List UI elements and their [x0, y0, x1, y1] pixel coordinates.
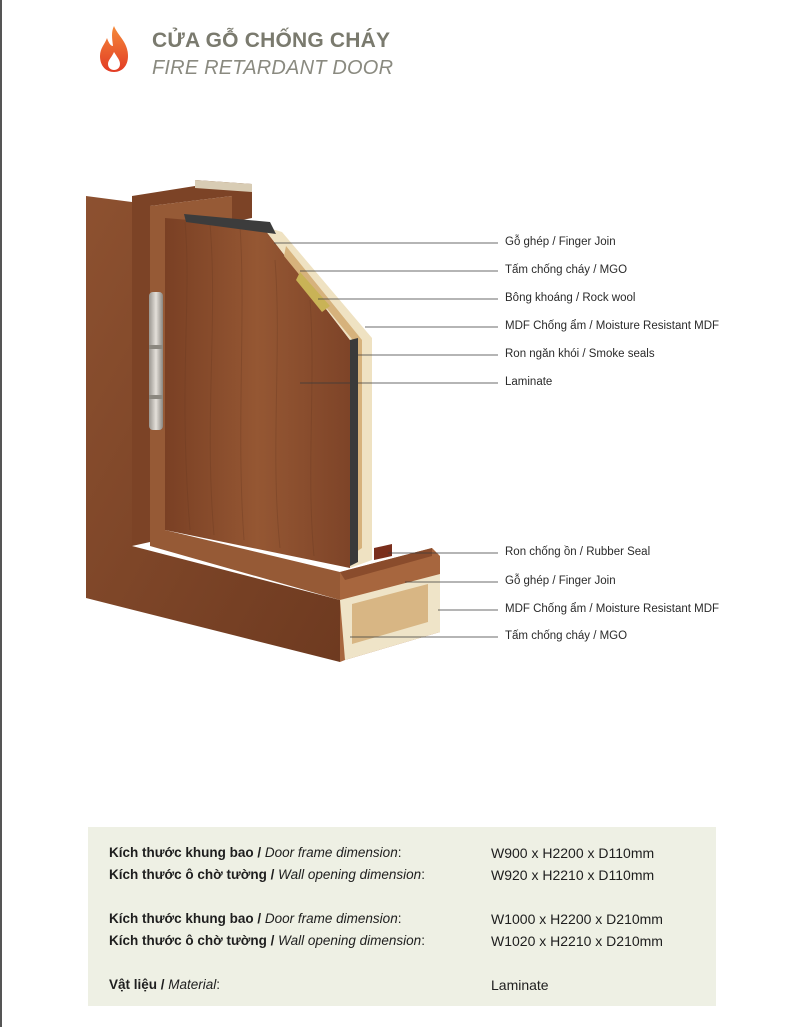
rubber-seal-strip [374, 544, 392, 560]
spec-label: Vật liệu / Material: [109, 977, 221, 992]
callout-finger-join-bottom: Gỗ ghép / Finger Join [505, 575, 616, 587]
callout-laminate: Laminate [505, 376, 553, 388]
callout-moisture-mdf-bottom: MDF Chống ẩm / Moisture Resistant MDF [505, 603, 720, 615]
spec-value: W1000 x H2200 x D210mm [491, 911, 663, 927]
spec-value: W1020 x H2210 x D210mm [491, 933, 663, 949]
callout-moisture-mdf: MDF Chống ẩm / Moisture Resistant MDF [505, 320, 720, 332]
callout-finger-join: Gỗ ghép / Finger Join [505, 236, 616, 248]
smoke-seal-strip [350, 338, 358, 566]
callout-smoke-seals: Ron ngăn khói / Smoke seals [505, 348, 655, 360]
spec-row [109, 933, 709, 953]
spec-value: W920 x H2210 x D110mm [491, 867, 655, 883]
callout-mgo-bottom: Tấm chống cháy / MGO [505, 630, 628, 642]
specs-panel [88, 827, 716, 1006]
spec-label: Kích thước khung bao / Door frame dimension: [109, 845, 402, 860]
spec-row [109, 867, 709, 887]
hinge-icon [149, 292, 163, 430]
page-title: CỬA GỖ CHỐNG CHÁY [152, 29, 391, 52]
spec-row [109, 911, 709, 931]
spec-label: Kích thước khung bao / Door frame dimension: [109, 911, 402, 926]
callout-mgo: Tấm chống cháy / MGO [505, 264, 628, 276]
page-subtitle: FIRE RETARDANT DOOR [152, 57, 394, 79]
door-leaf-face [165, 218, 350, 568]
spec-label: Kích thước ô chờ tường / Wall opening dimension: [109, 933, 425, 948]
spec-label: Kích thước ô chờ tường / Wall opening dimension: [109, 867, 425, 882]
spec-value: Laminate [491, 977, 549, 993]
spec-row [109, 977, 709, 997]
spec-row [109, 845, 709, 865]
callout-rock-wool: Bông khoáng / Rock wool [505, 292, 636, 304]
callout-rubber-seal: Ron chống ồn / Rubber Seal [505, 546, 651, 558]
spec-value: W900 x H2200 x D110mm [491, 845, 655, 861]
